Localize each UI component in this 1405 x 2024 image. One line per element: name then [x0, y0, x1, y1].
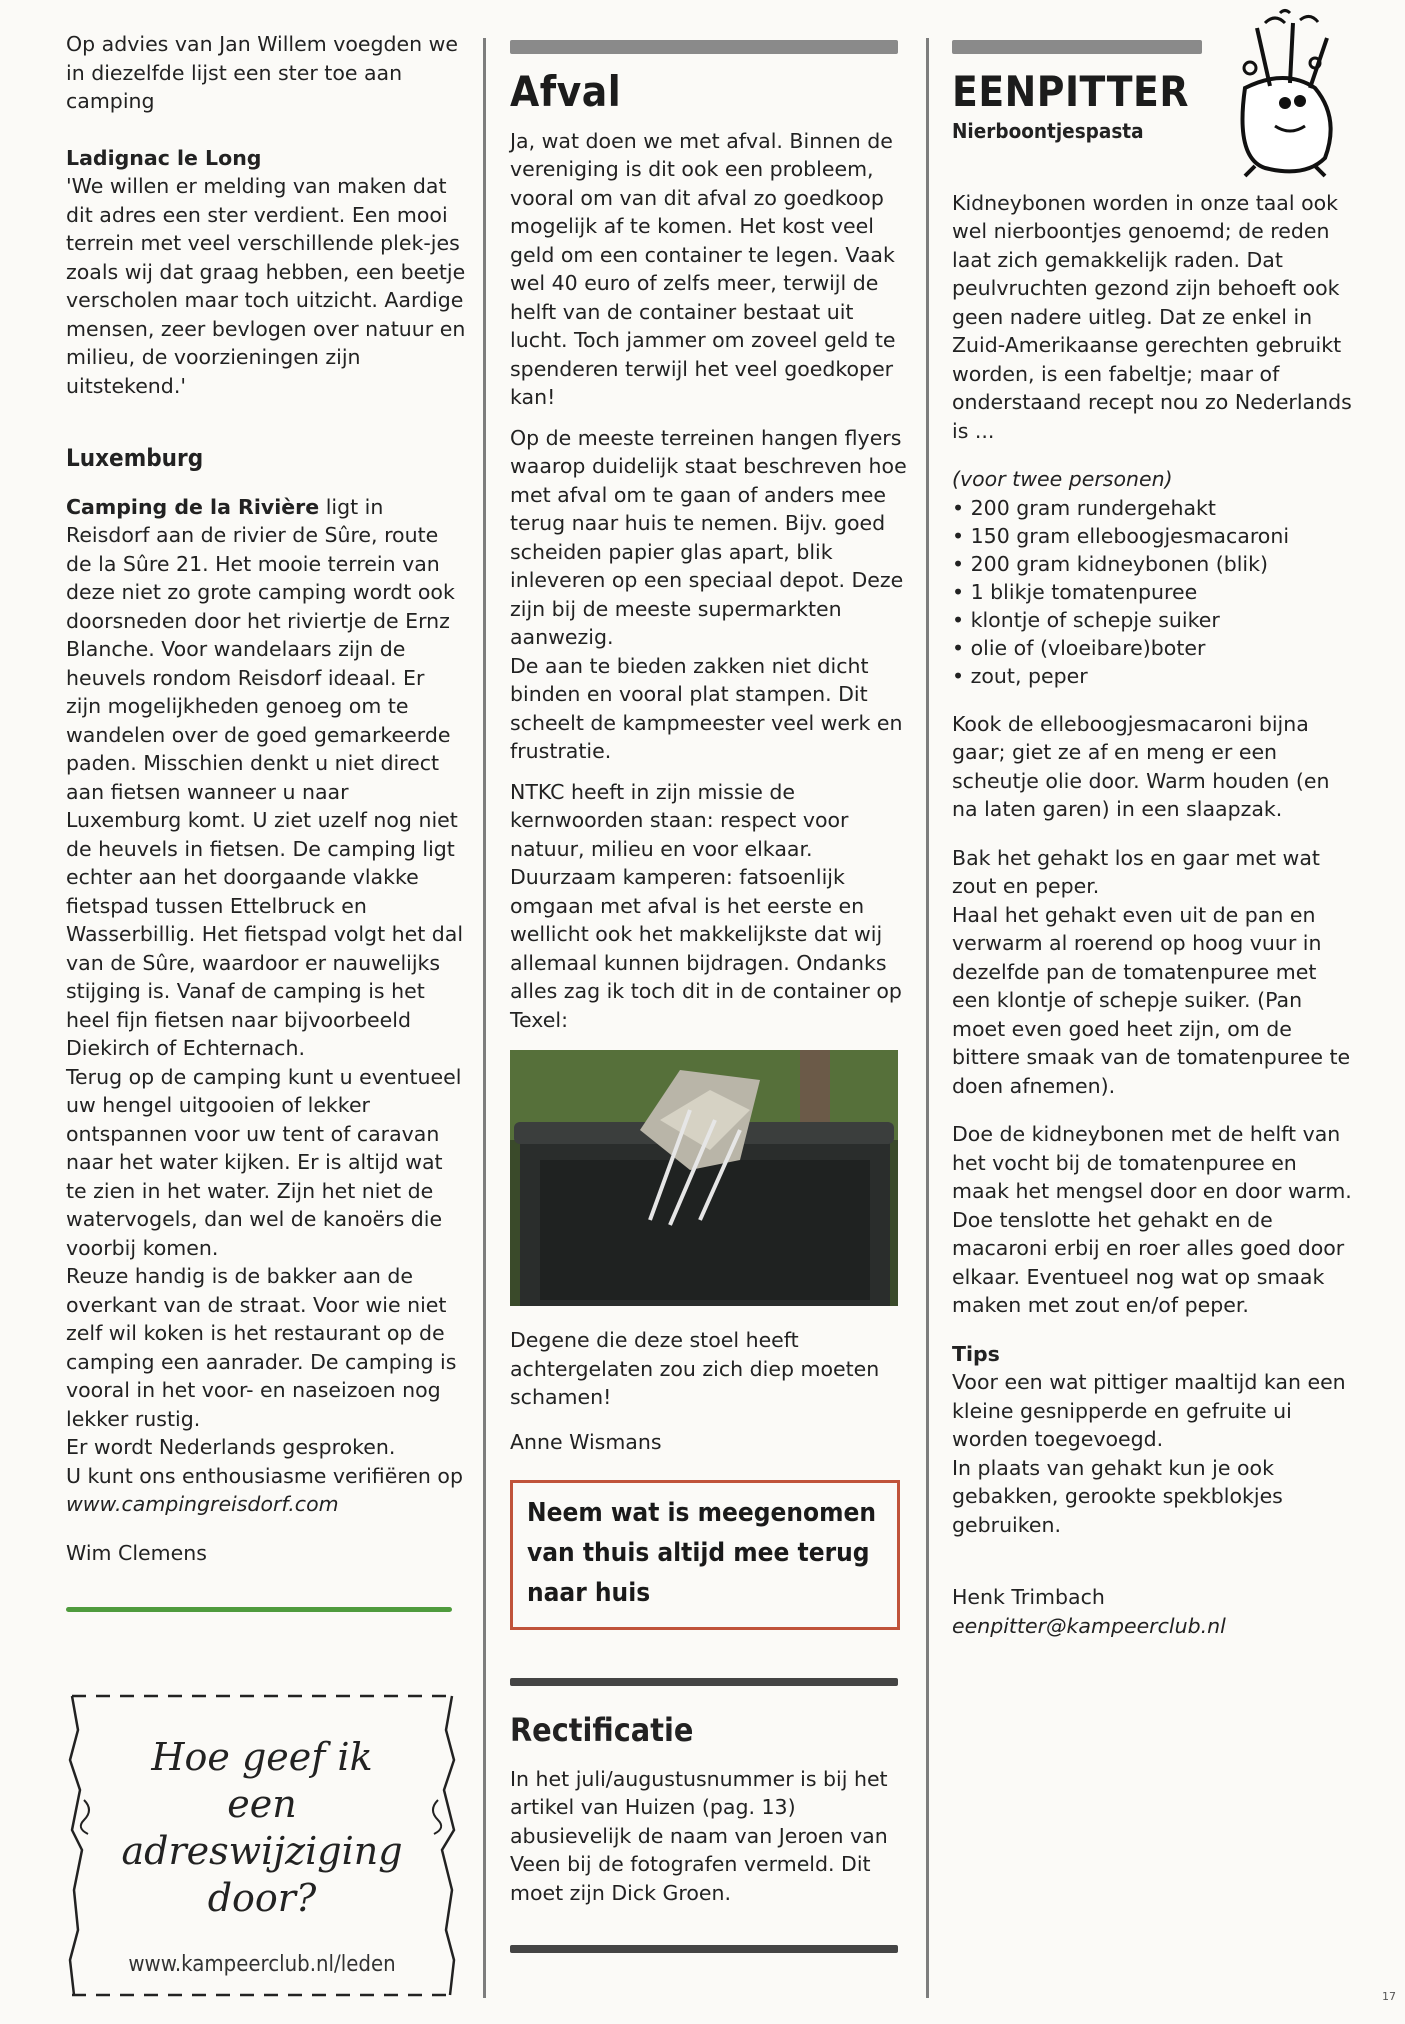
column-afval	[510, 0, 910, 1953]
tips-heading: Tips	[952, 1341, 1000, 1366]
recipe-step-4: Doe de kidneybonen met de helft van het vocht bij de tomatenpuree en maak het mengsel door en door warm. Doe tenslotte het gehakt en de macaroni erbij en roer alles goed door elkaar. Eventueel nog wat op smaak maken met zout en/of peper.	[952, 1122, 1352, 1317]
camping-name: Camping de la Rivière	[66, 494, 320, 519]
riviere-text-2: Terug op de camping kunt u eventueel uw hengel uitgooien of lekker ontspannen voor uw tent of caravan naar het water kijken. Er is altijd wat te zien in het water. Zijn het niet de watervogels, dan wel de kanoërs die voorbij komen.	[66, 1064, 462, 1260]
recipe-step-1: Kook de elleboogjesmacaroni bijna gaar; giet ze af en meng er een scheutje olie door. Warm houden (en na laten garen) in een slaapzak.	[952, 711, 1330, 821]
ingredient-item: • 150 gram elleboogjesmacaroni	[952, 522, 1352, 550]
stove-mascot-icon	[1215, 8, 1355, 178]
ingredient-list	[952, 494, 1352, 690]
riviere-text-4: Er wordt Nederlands gesproken.	[66, 1435, 396, 1459]
rectificatie-heading: Rectificatie	[510, 1711, 694, 1749]
eenpitter-heading: EENPITTER	[952, 67, 1189, 116]
tips-text-1: Voor een wat pittiger maaltijd kan een kleine gesnipperde en gefruite ui worden toegevoegd.	[952, 1370, 1346, 1451]
riviere-paragraph	[66, 493, 466, 1063]
ladignac-text: 'We willen er melding van maken dat dit adres een ster verdient. Een mooi terrein met veel verschillende plek-jes zoals wij dat graag hebben, een beetje verscholen maar toch uitzicht. Aardige mensen, zeer bevlogen over natuur en milieu, de voorzieningen zijn uitstekend.'	[66, 174, 466, 398]
afval-text-1: Ja, wat doen we met afval. Binnen de vereniging is dit ook een probleem, vooral om van dit afval zo goedkoop mogelijk af te komen. Het kost veel geld om een container te legen. Vaak wel 40 euro of zelfs meer, terwijl de helft van de container bestaat uit lucht. Toch jammer om zoveel geld te spenderen terwijl het veel goedkoper kan!	[510, 128, 896, 409]
afval-text-4: NTKC heeft in zijn missie de kernwoorden staan: respect voor natuur, milieu en voor elkaar.	[510, 779, 849, 861]
afval-text-5: Duurzaam kamperen: fatsoenlijk omgaan met afval is het eerste en wellicht ook het makkelijkste dat wij allemaal kunnen bijdragen. Ondanks alles zag ik toch dit in de container op Texel:	[510, 865, 902, 1032]
ingredient-item: • 1 blikje tomatenpuree	[952, 578, 1352, 606]
camping-url[interactable]: www.campingreisdorf.com	[66, 1492, 339, 1516]
notice-url[interactable]: www.kampeerclub.nl/leden	[128, 1952, 396, 1977]
afval-text-3: De aan te bieden zakken niet dicht binden en vooral plat stampen. Dit scheelt de kampmeester veel werk en frustratie.	[510, 653, 903, 763]
ingredient-item: • 200 gram kidneybonen (blik)	[952, 550, 1352, 578]
recipe-intro: Kidneybonen worden in onze taal ook wel nierboontjes genoemd; de reden laat zich gemakkelijk raden. Dat peulvruchten gezond zijn behoeft ook geen nadere uitleg. Dat ze enkel in Zuid-Amerikaanse gerechten gebruikt worden, is een fabeltje; maar of onderstaand recept nou zo Nederlands is ...	[952, 190, 1352, 443]
recipe-step-3: Haal het gehakt even uit de pan en verwarm al roerend op hoog vuur in dezelfde pan de tomatenpuree met een klontje of schepje suiker. (Pan moet even goed heet zijn, om de bittere smaak van de tomatenpuree te doen afnemen).	[952, 902, 1351, 1098]
address-change-notice	[66, 1690, 458, 2005]
author-henk: Henk Trimbach	[952, 1585, 1105, 1609]
rectificatie-text: In het juli/augustusnummer is bij het artikel van Huizen (pag. 13) abusievelijk de naam van Jeroen van Veen bij de fotografen vermeld. Dit moet zijn Dick Groen.	[510, 1766, 888, 1905]
servings: (voor twee personen)	[952, 467, 1173, 491]
riviere-text-5	[66, 1462, 466, 1519]
container-photo	[510, 1050, 898, 1306]
callout-box	[510, 1480, 900, 1630]
ladignac-title: Ladignac le Long	[66, 145, 262, 170]
column-divider	[926, 38, 929, 1998]
page-number: 17	[1382, 1990, 1396, 2003]
recipe-step-2: Bak het gehakt los en gaar met wat zout en peper.	[952, 845, 1320, 898]
dark-bar	[510, 1678, 898, 1686]
tips-text-2: In plaats van gehakt kun je ook gebakken, gerookte spekblokjes gebruiken.	[952, 1455, 1283, 1537]
notice-line: een	[227, 1782, 297, 1826]
verify-text: U kunt ons enthousiasme verifiëren op	[66, 1463, 463, 1488]
notice-title	[66, 1734, 458, 1922]
riviere-text: ligt in Reisdorf aan de rivier de Sûre, route de la Sûre 21. Het mooie terrein van deze niet zo grote camping wordt ook doorsneden door het riviertje de Ernz Blanche. Voor wandelaars zijn de heuvels rondom Reisdorf ideaal. Er zijn mogelijkheden genoeg om te wandelen over de goed gemarkeerde paden. Misschien denkt u niet direct aan fietsen wanneer u naar Luxemburg komt. U ziet uzelf nog niet de heuvels in fietsen. De camping ligt echter aan het doorgaande vlakke fietspad tussen Ettelbruck en Wasserbillig. Het fietspad volgt het dal van de Sûre, waardoor er nauwelijks stijging is. Vanaf de camping is het heel fijn fietsen naar bijvoorbeeld Diekirch of Echternach.	[66, 494, 464, 1060]
author-wim: Wim Clemens	[66, 1540, 207, 1565]
dark-bar	[510, 1945, 898, 1953]
luxemburg-heading: Luxemburg	[66, 444, 204, 472]
ingredient-item: • olie of (vloeibare)boter	[952, 634, 1352, 662]
grey-bar	[510, 40, 898, 54]
ingredient-item: • klontje of schepje suiker	[952, 606, 1352, 634]
riviere-text-3: Reuze handig is de bakker aan de overkant van de straat. Voor wie niet zelf wil koken is het restaurant op de camping een aanrader. De camping is vooral in het voor- en naseizoen nog lekker rustig.	[66, 1264, 457, 1431]
column-eenpitter	[952, 0, 1352, 1640]
callout-text: Neem wat is meegenomen van thuis altijd mee terug naar huis	[527, 1498, 876, 1608]
ingredient-item: • 200 gram rundergehakt	[952, 494, 1352, 522]
column-camping	[66, 0, 466, 1612]
author-anne: Anne Wismans	[510, 1429, 662, 1454]
afval-text-2: Op de meeste terreinen hangen flyers waarop duidelijk staat beschreven hoe met afval om te gaan of anders mee terug naar huis te nemen. Bijv. goed scheiden papier glas apart, blik inleveren op een speciaal depot. Deze zijn bij de meeste supermarkten aanwezig.	[510, 425, 907, 649]
intro-text: Op advies van Jan Willem voegden we in diezelfde lijst een ster toe aan camping	[66, 32, 459, 113]
green-separator	[66, 1607, 452, 1612]
notice-line: door?	[207, 1876, 317, 1920]
ingredient-item: • zout, peper	[952, 662, 1352, 690]
notice-line: adreswijziging	[121, 1829, 403, 1873]
grey-bar	[952, 40, 1202, 54]
container-photo-illustration	[510, 1050, 898, 1306]
column-divider	[483, 38, 486, 1998]
author-email[interactable]: eenpitter@kampeerclub.nl	[952, 1613, 1226, 1638]
photo-caption: Degene die deze stoel heeft achtergelaten zou zich diep moeten schamen!	[510, 1328, 880, 1409]
recipe-title: Nierboontjespasta	[952, 118, 1144, 143]
afval-heading: Afval	[510, 67, 622, 116]
notice-line: Hoe geef ik	[151, 1735, 373, 1779]
